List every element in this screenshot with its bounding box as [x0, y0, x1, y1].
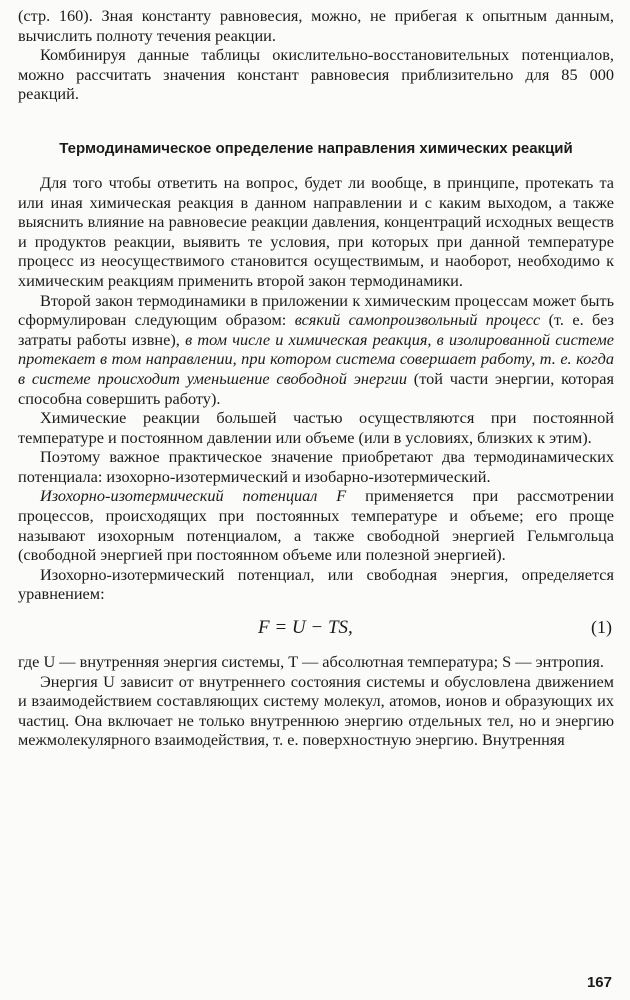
intro-paragraph-2: Комбинируя данные таблицы окислительно-восстановительных потенциалов, можно рассчитать значения констант равновесия приблизительно для 85 000 реакций.: [18, 45, 614, 104]
p4-italic-b: всякий самопроизвольный процесс: [294, 310, 541, 330]
paragraph-7: [18, 486, 614, 564]
equation-1: [18, 610, 614, 648]
paragraph-4: [18, 291, 614, 409]
p4-text-a: Второй закон термодинамики в приложении к химическим процессам может быть сформулирован следующим образом:: [18, 290, 614, 330]
paragraph-8: Изохорно-изотермический потенциал, или свободная энергия, определяется уравнением:: [18, 564, 614, 604]
paragraph-3: Для того чтобы ответить на вопрос, будет ли вообще, в принципе, протекать та или иная химическая реакция в данном направлении и с каким выходом, а также выяснить влияние на равновесие реакции давления, концентраций исходных веществ и продуктов реакции, выявить те условия, при которых при данной температуре процесс из неосуществимого становится осуществимым, и наоборот, необходимо к химическим реакциям применить второй закон термодинамики.: [18, 172, 614, 290]
p7-italic-a: Изохорно-изотермический потенциал F: [40, 486, 347, 506]
p4-text-c: (т. е. без затраты работы извне),: [18, 310, 614, 349]
page-number: 167: [586, 974, 612, 991]
p4-text-e: (той части энергии, которая способна совершить работу).: [18, 368, 614, 408]
paragraph-9: где U — внутренняя энергия системы, T — абсолютная температура; S — энтропия.: [18, 652, 604, 672]
intro-paragraph-1: (стр. 160). Зная константу равновесия, можно, не прибегая к опытным данным, вычислить полноту течения реакции.: [18, 6, 614, 45]
p7-text-b: применяется при рассмотрении процессов, происходящих при постоянных температуре и объеме; его проще называют изохорным потенциалом, а также свободной энергией Гельмгольца (свободной энергией при постоянном объеме или полезной энергией).: [18, 486, 614, 565]
p4-italic-d: в том числе и химическая реакция, в изолированной системе протекает в том направлении, при котором система совершает работу, т. е. когда в системе происходит уменьшение свободной энергии: [18, 329, 614, 388]
page-text: [18, 6, 614, 750]
paragraph-6: Поэтому важное практическое значение приобретают два термодинамических потенциала: изохорно-изотермический и изобарно-изотермический.: [18, 447, 614, 486]
equation-formula: F = U − TS,: [258, 617, 353, 639]
paragraph-5: Химические реакции большей частью осуществляются при постоянной температуре и постоянном давлении или объеме (или в условиях, близких к этим).: [18, 408, 614, 447]
equation-number: (1): [591, 617, 612, 638]
section-heading: Термодинамическое определение направления химических реакций: [59, 139, 573, 157]
paragraph-10: Энергия U зависит от внутреннего состояния системы и обусловлена движением и взаимодействием составляющих систему молекул, атомов, ионов и образующих их частиц. Она включает не только внутреннюю энергию отдельных тел, но и энергию межмолекулярного взаимодействия, т. е. поверхностную энергию. Внутренняя: [18, 671, 614, 750]
